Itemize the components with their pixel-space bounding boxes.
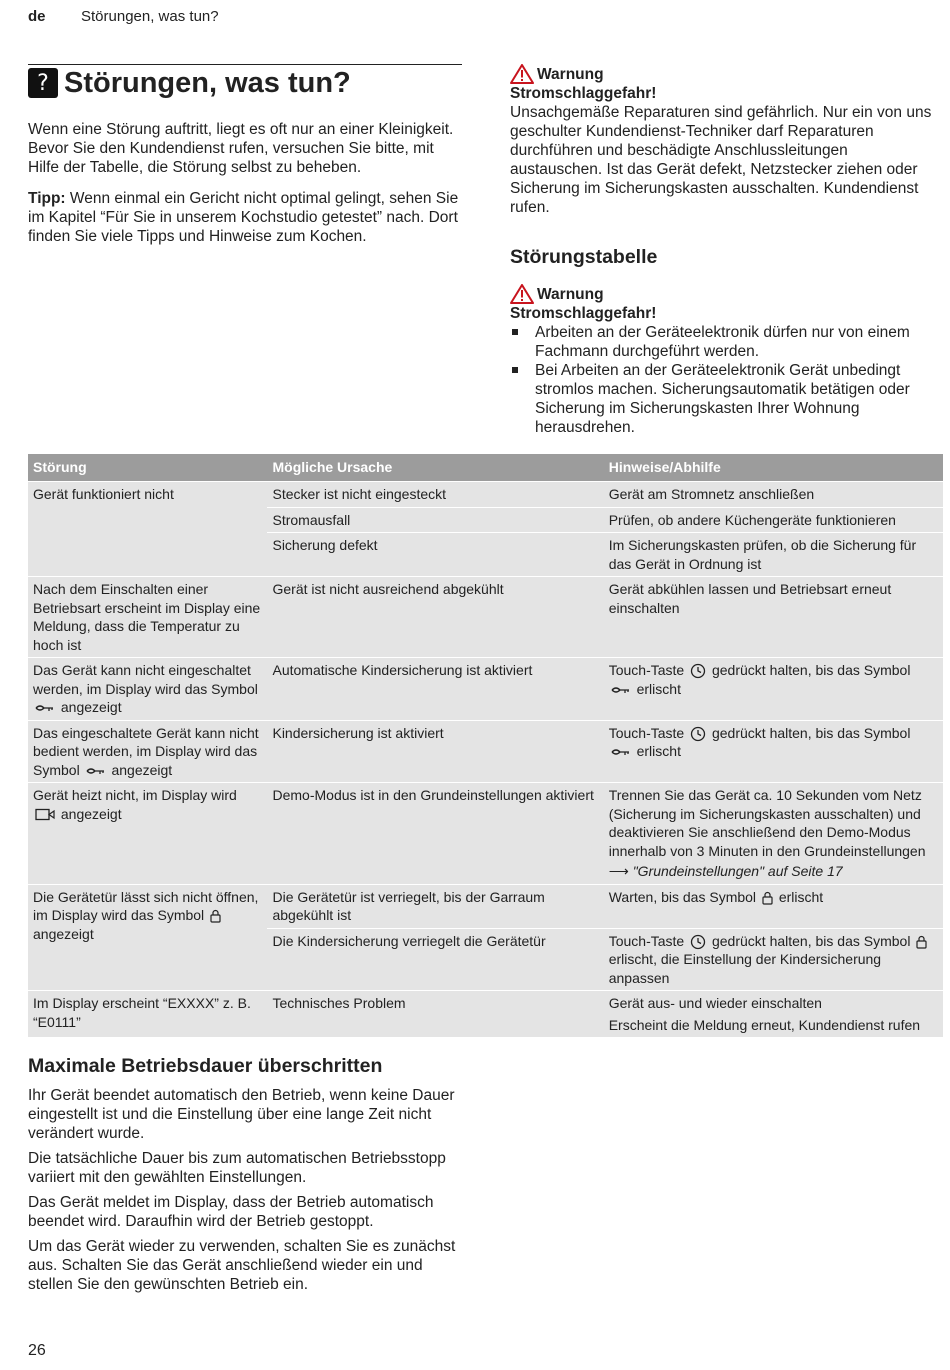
remedy-cell: Touch-Taste gedrückt halten, bis das Symbol erlischt	[604, 658, 943, 721]
problem-cell: Gerät heizt nicht, im Display wird angezeigt	[28, 783, 267, 885]
warning-text: Unsachgemäße Reparaturen sind gefährlich. Nur ein von uns geschulter Kundendienst-Techniker darf Reparaturen durchführen und beschädigte Anschlussleitungen austauschen. Ist das Gerät defekt, Netzstecker ziehen oder Sicherung im Sicherungskasten ausschalten. Kundendienst rufen.	[510, 104, 932, 216]
page-number: 26	[28, 1342, 46, 1359]
intro-paragraph: Wenn eine Störung auftritt, liegt es oft nur an einer Kleinigkeit. Bevor Sie den Kundendienst rufen, versuchen Sie bitte, mit Hilfe der Tabelle, die Störung selbst zu beheben.	[28, 121, 454, 176]
remedy-cell: Trennen Sie das Gerät ca. 10 Sekunden vom Netz (Sicherung im Sicherungskasten ausschalten) und deaktivieren Sie anschließend den Demo-Modus innerhalb von 3 Minuten in den Grundeinstellungen ⟶ "Grundeinstellungen" auf Seite 17	[604, 783, 943, 885]
page-reference	[609, 862, 938, 881]
max-duration-paragraph: Um das Gerät wieder zu verwenden, schalten Sie es zunächst aus. Schalten Sie das Gerät anschließend wieder ein und stellen Sie den gewünschten Betrieb ein.	[28, 1238, 456, 1293]
remedy-cell: Gerät am Stromnetz anschließen	[604, 482, 943, 508]
list-item: Bei Arbeiten an der Geräteelektronik Gerät unbedingt stromlos machen. Sicherungsautomatik betätigen oder Sicherung im Sicherungskasten Ihrer Wohnung herausdrehen.	[510, 361, 942, 437]
lock-icon	[210, 909, 221, 923]
cause-cell: Demo-Modus ist in den Grundeinstellungen aktiviert	[267, 783, 603, 885]
key-icon	[35, 703, 55, 713]
demo-mode-icon	[35, 808, 55, 821]
section-title: Störungen, was tun?	[64, 67, 351, 99]
bullet-icon	[512, 367, 518, 373]
tip-label: Tipp:	[28, 190, 66, 207]
page-reference-link[interactable]: "Grundeinstellungen" auf Seite 17	[632, 863, 843, 879]
bullet-icon	[512, 329, 518, 335]
tip-paragraph	[28, 189, 462, 246]
warning-heading-2	[510, 284, 942, 304]
warning-subtitle: Stromschlaggefahr!	[510, 305, 657, 322]
remedy-cell: Touch-Taste gedrückt halten, bis das Symbol erlischt, die Einstellung der Kindersicherung anpassen	[604, 928, 943, 991]
right-column	[510, 64, 942, 437]
remedy-cell: Gerät aus- und wieder einschalten Erscheint die Meldung erneut, Kundendienst rufen	[604, 991, 943, 1038]
list-item: Arbeiten an der Geräteelektronik dürfen nur von einem Fachmann durchgeführt werden.	[510, 323, 942, 361]
key-icon	[86, 766, 106, 776]
remedy-cell: Gerät abkühlen lassen und Betriebsart erneut einschalten	[604, 577, 943, 658]
table-row	[28, 720, 943, 783]
fault-table	[28, 454, 943, 1037]
warning-triangle-icon	[510, 64, 534, 84]
max-duration-paragraph: Die tatsächliche Dauer bis zum automatischen Betriebsstopp variiert mit den gewählten Einstellungen.	[28, 1150, 446, 1186]
table-row	[28, 577, 943, 658]
tip-text: Wenn einmal ein Gericht nicht optimal gelingt, sehen Sie im Kapitel “Für Sie in unserem Kochstudio getestet” nach. Dort finden Sie viele Tipps und Hinweise zum Kochen.	[28, 190, 459, 245]
key-icon	[611, 747, 631, 757]
warning-triangle-icon	[510, 284, 534, 304]
cause-cell: Stromausfall	[267, 507, 603, 533]
language-label: de	[28, 8, 46, 25]
table-row	[28, 991, 943, 1038]
arrow-right-icon: ⟶	[608, 863, 629, 879]
problem-cell: Im Display erscheint “EXXXX” z. B. “E0111”	[28, 991, 267, 1038]
clock-icon	[690, 934, 706, 950]
table-row	[28, 482, 943, 508]
problem-cell: Die Gerätetür lässt sich nicht öffnen, im Display wird das Symbol angezeigt	[28, 884, 267, 991]
remedy-cell: Touch-Taste gedrückt halten, bis das Symbol erlischt	[604, 720, 943, 783]
problem-cell: Das Gerät kann nicht eingeschaltet werden, im Display wird das Symbol angezeigt	[28, 658, 267, 721]
remedy-cell: Warten, bis das Symbol erlischt	[604, 884, 943, 928]
warning-heading	[510, 64, 942, 84]
cause-cell: Sicherung defekt	[267, 533, 603, 577]
cause-cell: Gerät ist nicht ausreichend abgekühlt	[267, 577, 603, 658]
max-duration-paragraph: Das Gerät meldet im Display, dass der Betrieb automatisch beendet wird. Daraufhin wird der Betrieb gestoppt.	[28, 1194, 434, 1230]
column-header: Mögliche Ursache	[267, 454, 603, 482]
problem-cell: Gerät funktioniert nicht	[28, 482, 267, 577]
warning-label: Warnung	[537, 285, 604, 303]
table-row	[28, 783, 943, 885]
question-icon: ?	[28, 68, 58, 98]
remedy-cell: Im Sicherungskasten prüfen, ob die Sicherung für das Gerät in Ordnung ist	[604, 533, 943, 577]
clock-icon	[690, 663, 706, 679]
problem-cell: Das eingeschaltete Gerät kann nicht bedient werden, im Display wird das Symbol angezeigt	[28, 720, 267, 783]
cause-cell: Automatische Kindersicherung ist aktiviert	[267, 658, 603, 721]
cause-cell: Kindersicherung ist aktiviert	[267, 720, 603, 783]
cause-cell: Stecker ist nicht eingesteckt	[267, 482, 603, 508]
key-icon	[611, 685, 631, 695]
cause-cell: Die Gerätetür ist verriegelt, bis der Garraum abgekühlt ist	[267, 884, 603, 928]
max-duration-section	[28, 1057, 462, 1300]
max-duration-title: Maximale Betriebsdauer überschritten	[28, 1055, 383, 1077]
left-column	[28, 64, 462, 246]
table-row	[28, 658, 943, 721]
warning-list	[510, 323, 942, 437]
table-header-row	[28, 454, 943, 482]
warning-subtitle: Stromschlaggefahr!	[510, 85, 657, 102]
warning-label: Warnung	[537, 65, 604, 83]
table-section-title: Störungstabelle	[510, 246, 658, 268]
running-header-title: Störungen, was tun?	[81, 8, 219, 25]
cause-cell: Technisches Problem	[267, 991, 603, 1038]
lock-icon	[762, 891, 773, 905]
section-heading	[28, 64, 462, 99]
column-header: Störung	[28, 454, 267, 482]
cause-cell: Die Kindersicherung verriegelt die Gerätetür	[267, 928, 603, 991]
lock-icon	[916, 935, 927, 949]
clock-icon	[690, 726, 706, 742]
table-row	[28, 884, 943, 928]
column-header: Hinweise/Abhilfe	[604, 454, 943, 482]
max-duration-paragraph: Ihr Gerät beendet automatisch den Betrieb, wenn keine Dauer eingestellt ist und die Einstellung über eine lange Zeit nicht verändert wurde.	[28, 1087, 455, 1142]
remedy-cell: Prüfen, ob andere Küchengeräte funktionieren	[604, 507, 943, 533]
problem-cell: Nach dem Einschalten einer Betriebsart erscheint im Display eine Meldung, dass die Temperatur zu hoch ist	[28, 577, 267, 658]
